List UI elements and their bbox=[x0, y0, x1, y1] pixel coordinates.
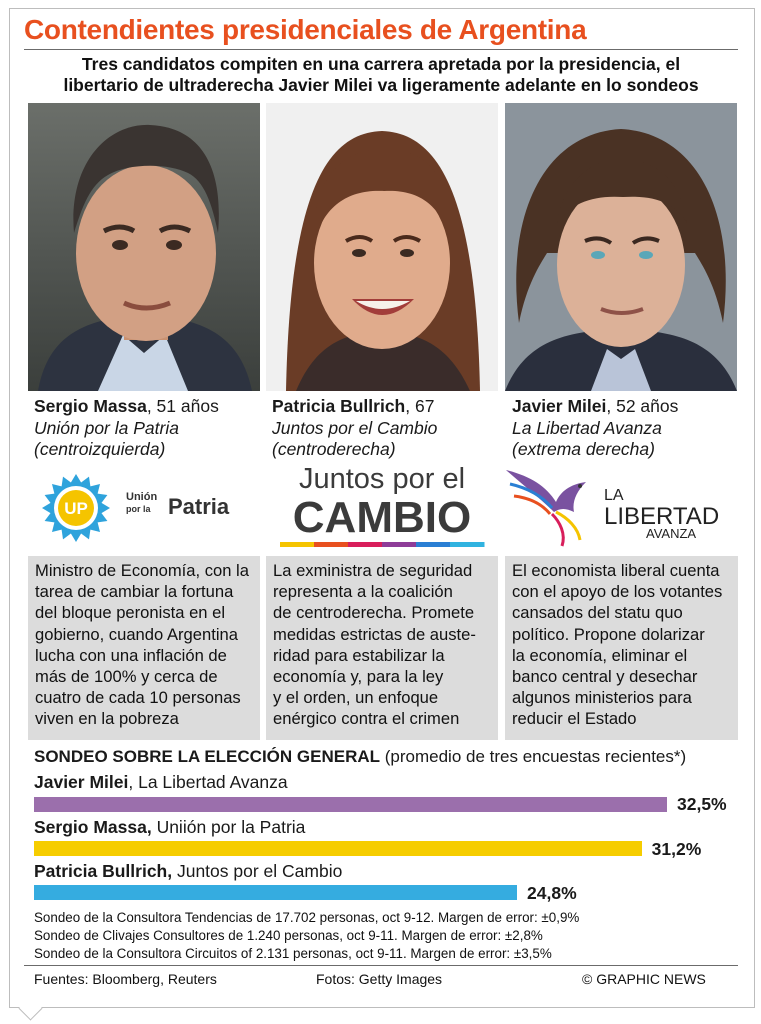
bio-line: político. Propone dolarizar bbox=[512, 624, 705, 644]
stripe-segment bbox=[314, 542, 349, 547]
bio-line: del bloque peronista en el bbox=[35, 603, 226, 623]
stripe-segment bbox=[280, 542, 315, 547]
candidate-party: Unión por la Patria bbox=[34, 417, 179, 438]
bio-line: gobierno, cuando Argentina bbox=[35, 624, 238, 644]
bio-line: y el orden, un enfoque bbox=[273, 688, 439, 708]
bio-massa bbox=[28, 556, 260, 740]
bar-massa bbox=[34, 841, 642, 856]
logo-union-por-la-patria bbox=[28, 462, 260, 554]
stripe-segment bbox=[348, 542, 383, 547]
bio-line: enérgico contra el crimen bbox=[273, 709, 460, 729]
subtitle-line-2: libertario de ultraderecha Javier Milei va ligeramente adelante en lo sondeos bbox=[63, 75, 699, 95]
poll-title: SONDEO SOBRE LA ELECCIÓN GENERAL bbox=[34, 747, 381, 766]
poll-subtitle: (promedio de tres encuestas recientes*) bbox=[380, 747, 687, 766]
eagle-icon bbox=[506, 470, 586, 546]
bar-value-massa: 31,2% bbox=[651, 839, 702, 859]
bio-milei bbox=[505, 556, 738, 740]
bio-line: ridad para estabilizar la bbox=[273, 645, 445, 665]
logo-cambio-text: CAMBIO bbox=[292, 493, 472, 542]
bio-line: viven en la pobreza bbox=[35, 709, 179, 729]
stripe-segment bbox=[382, 542, 417, 547]
bio-line: cuatro de cada 10 personas bbox=[35, 688, 241, 708]
bar-value-bullrich: 24,8% bbox=[527, 883, 577, 903]
bar-label-name: Javier Milei bbox=[34, 772, 129, 792]
bio-line: algunos ministerios para bbox=[512, 688, 692, 708]
footer-credit: © GRAPHIC NEWS bbox=[582, 971, 706, 987]
candidate-leaning: (centroderecha) bbox=[272, 439, 396, 459]
candidate-name: Javier Milei bbox=[512, 396, 607, 416]
footnote-clivajes: Sondeo de Clivajes Consultores de 1.240 personas, oct 9-11. Margen de error: ±2,8% bbox=[34, 928, 543, 943]
logo-libertad-text: LIBERTAD bbox=[604, 503, 720, 530]
sun-badge-icon bbox=[42, 474, 110, 542]
bio-line: El economista liberal cuenta bbox=[512, 561, 720, 580]
stripe-segment bbox=[416, 542, 451, 547]
bio-line: Ministro de Economía, con la bbox=[35, 561, 249, 580]
bio-line: cansados del statu quo bbox=[512, 603, 683, 623]
photo-javier-milei bbox=[505, 103, 737, 391]
bar-label-massa bbox=[34, 817, 305, 838]
candidate-info-massa bbox=[34, 396, 219, 461]
bio-line: reducir el Estado bbox=[512, 709, 637, 729]
bar-value-milei: 32,5% bbox=[677, 794, 727, 814]
footer-photos: Fotos: Getty Images bbox=[316, 971, 443, 987]
footer-sources: Fuentes: Bloomberg, Reuters bbox=[34, 971, 217, 987]
logo-juntos-por-el-cambio bbox=[266, 462, 498, 554]
candidate-party: Juntos por el Cambio bbox=[272, 417, 438, 438]
logo-patria-text: Patria bbox=[168, 494, 230, 519]
logo-up-text: UP bbox=[64, 499, 88, 518]
candidate-name: Sergio Massa bbox=[34, 396, 147, 416]
logo-union-text: Unión bbox=[126, 491, 158, 503]
bar-label-party: , La Libertad Avanza bbox=[128, 772, 288, 792]
bio-line: medidas estrictas de auste- bbox=[273, 624, 476, 644]
bio-bullrich bbox=[266, 556, 498, 740]
candidate-info-bullrich bbox=[272, 396, 437, 461]
bar-label-bullrich bbox=[34, 861, 342, 882]
footnote-circuitos: Sondeo de la Consultora Circuitos of 2.131 personas, oct 9-11. Margen de error: ±3,5% bbox=[34, 946, 552, 961]
bar-milei bbox=[34, 797, 667, 812]
bio-line: banco central y desechar bbox=[512, 667, 698, 687]
candidate-leaning: (centroizquierda) bbox=[34, 439, 166, 459]
bio-line: la economía, eliminar el bbox=[512, 645, 688, 665]
page-subtitle bbox=[24, 54, 738, 96]
photo-patricia-bullrich bbox=[266, 103, 498, 391]
page-title: Contendientes presidenciales de Argentina bbox=[24, 14, 587, 45]
bio-line: La exministra de seguridad bbox=[273, 561, 473, 580]
bio-line: con el apoyo de los votantes bbox=[512, 582, 723, 602]
logo-porla-text: por la bbox=[126, 504, 151, 514]
candidate-age: , 67 bbox=[405, 396, 435, 416]
candidate-leaning: (extrema derecha) bbox=[512, 439, 655, 459]
bio-line: economía y, para la ley bbox=[273, 667, 444, 687]
footer-divider bbox=[24, 965, 738, 966]
logo-la-libertad-avanza bbox=[500, 462, 740, 554]
bar-label-name: Patricia Bullrich, bbox=[34, 861, 173, 881]
photo-sergio-massa bbox=[28, 103, 260, 391]
title-divider bbox=[24, 49, 738, 50]
logo-avanza-text: AVANZA bbox=[646, 526, 697, 541]
bio-line: lucha con una inflación de bbox=[35, 645, 227, 665]
bar-label-milei bbox=[34, 772, 288, 793]
candidate-age: , 52 años bbox=[606, 396, 679, 416]
poll-heading bbox=[34, 747, 686, 767]
stripe-segment bbox=[450, 542, 485, 547]
footnote-tendencias: Sondeo de la Consultora Tendencias de 17.702 personas, oct 9-12. Margen de error: ±0,9% bbox=[34, 910, 580, 925]
bio-line: más de 100% y cerca de bbox=[35, 667, 218, 687]
logo-color-stripe bbox=[280, 542, 485, 547]
candidate-info-milei bbox=[512, 396, 678, 461]
logo-juntos-text: Juntos por el bbox=[298, 463, 466, 495]
logo-la-text: LA bbox=[604, 487, 624, 504]
bio-line: representa a la coalición bbox=[273, 582, 453, 602]
subtitle-line-1: Tres candidatos compiten en una carrera apretada por la presidencia, el bbox=[81, 54, 681, 74]
candidate-party: La Libertad Avanza bbox=[512, 417, 662, 438]
bar-label-name: Sergio Massa, bbox=[34, 817, 152, 837]
bar-bullrich bbox=[34, 885, 517, 900]
candidate-age: , 51 años bbox=[146, 396, 219, 416]
bio-line: tarea de cambiar la fortuna bbox=[35, 582, 234, 602]
bio-line: de centroderecha. Promete bbox=[273, 603, 475, 623]
candidate-name: Patricia Bullrich bbox=[272, 396, 406, 416]
bar-label-party: Juntos por el Cambio bbox=[172, 861, 343, 881]
bar-label-party: Uniión por la Patria bbox=[151, 817, 306, 837]
